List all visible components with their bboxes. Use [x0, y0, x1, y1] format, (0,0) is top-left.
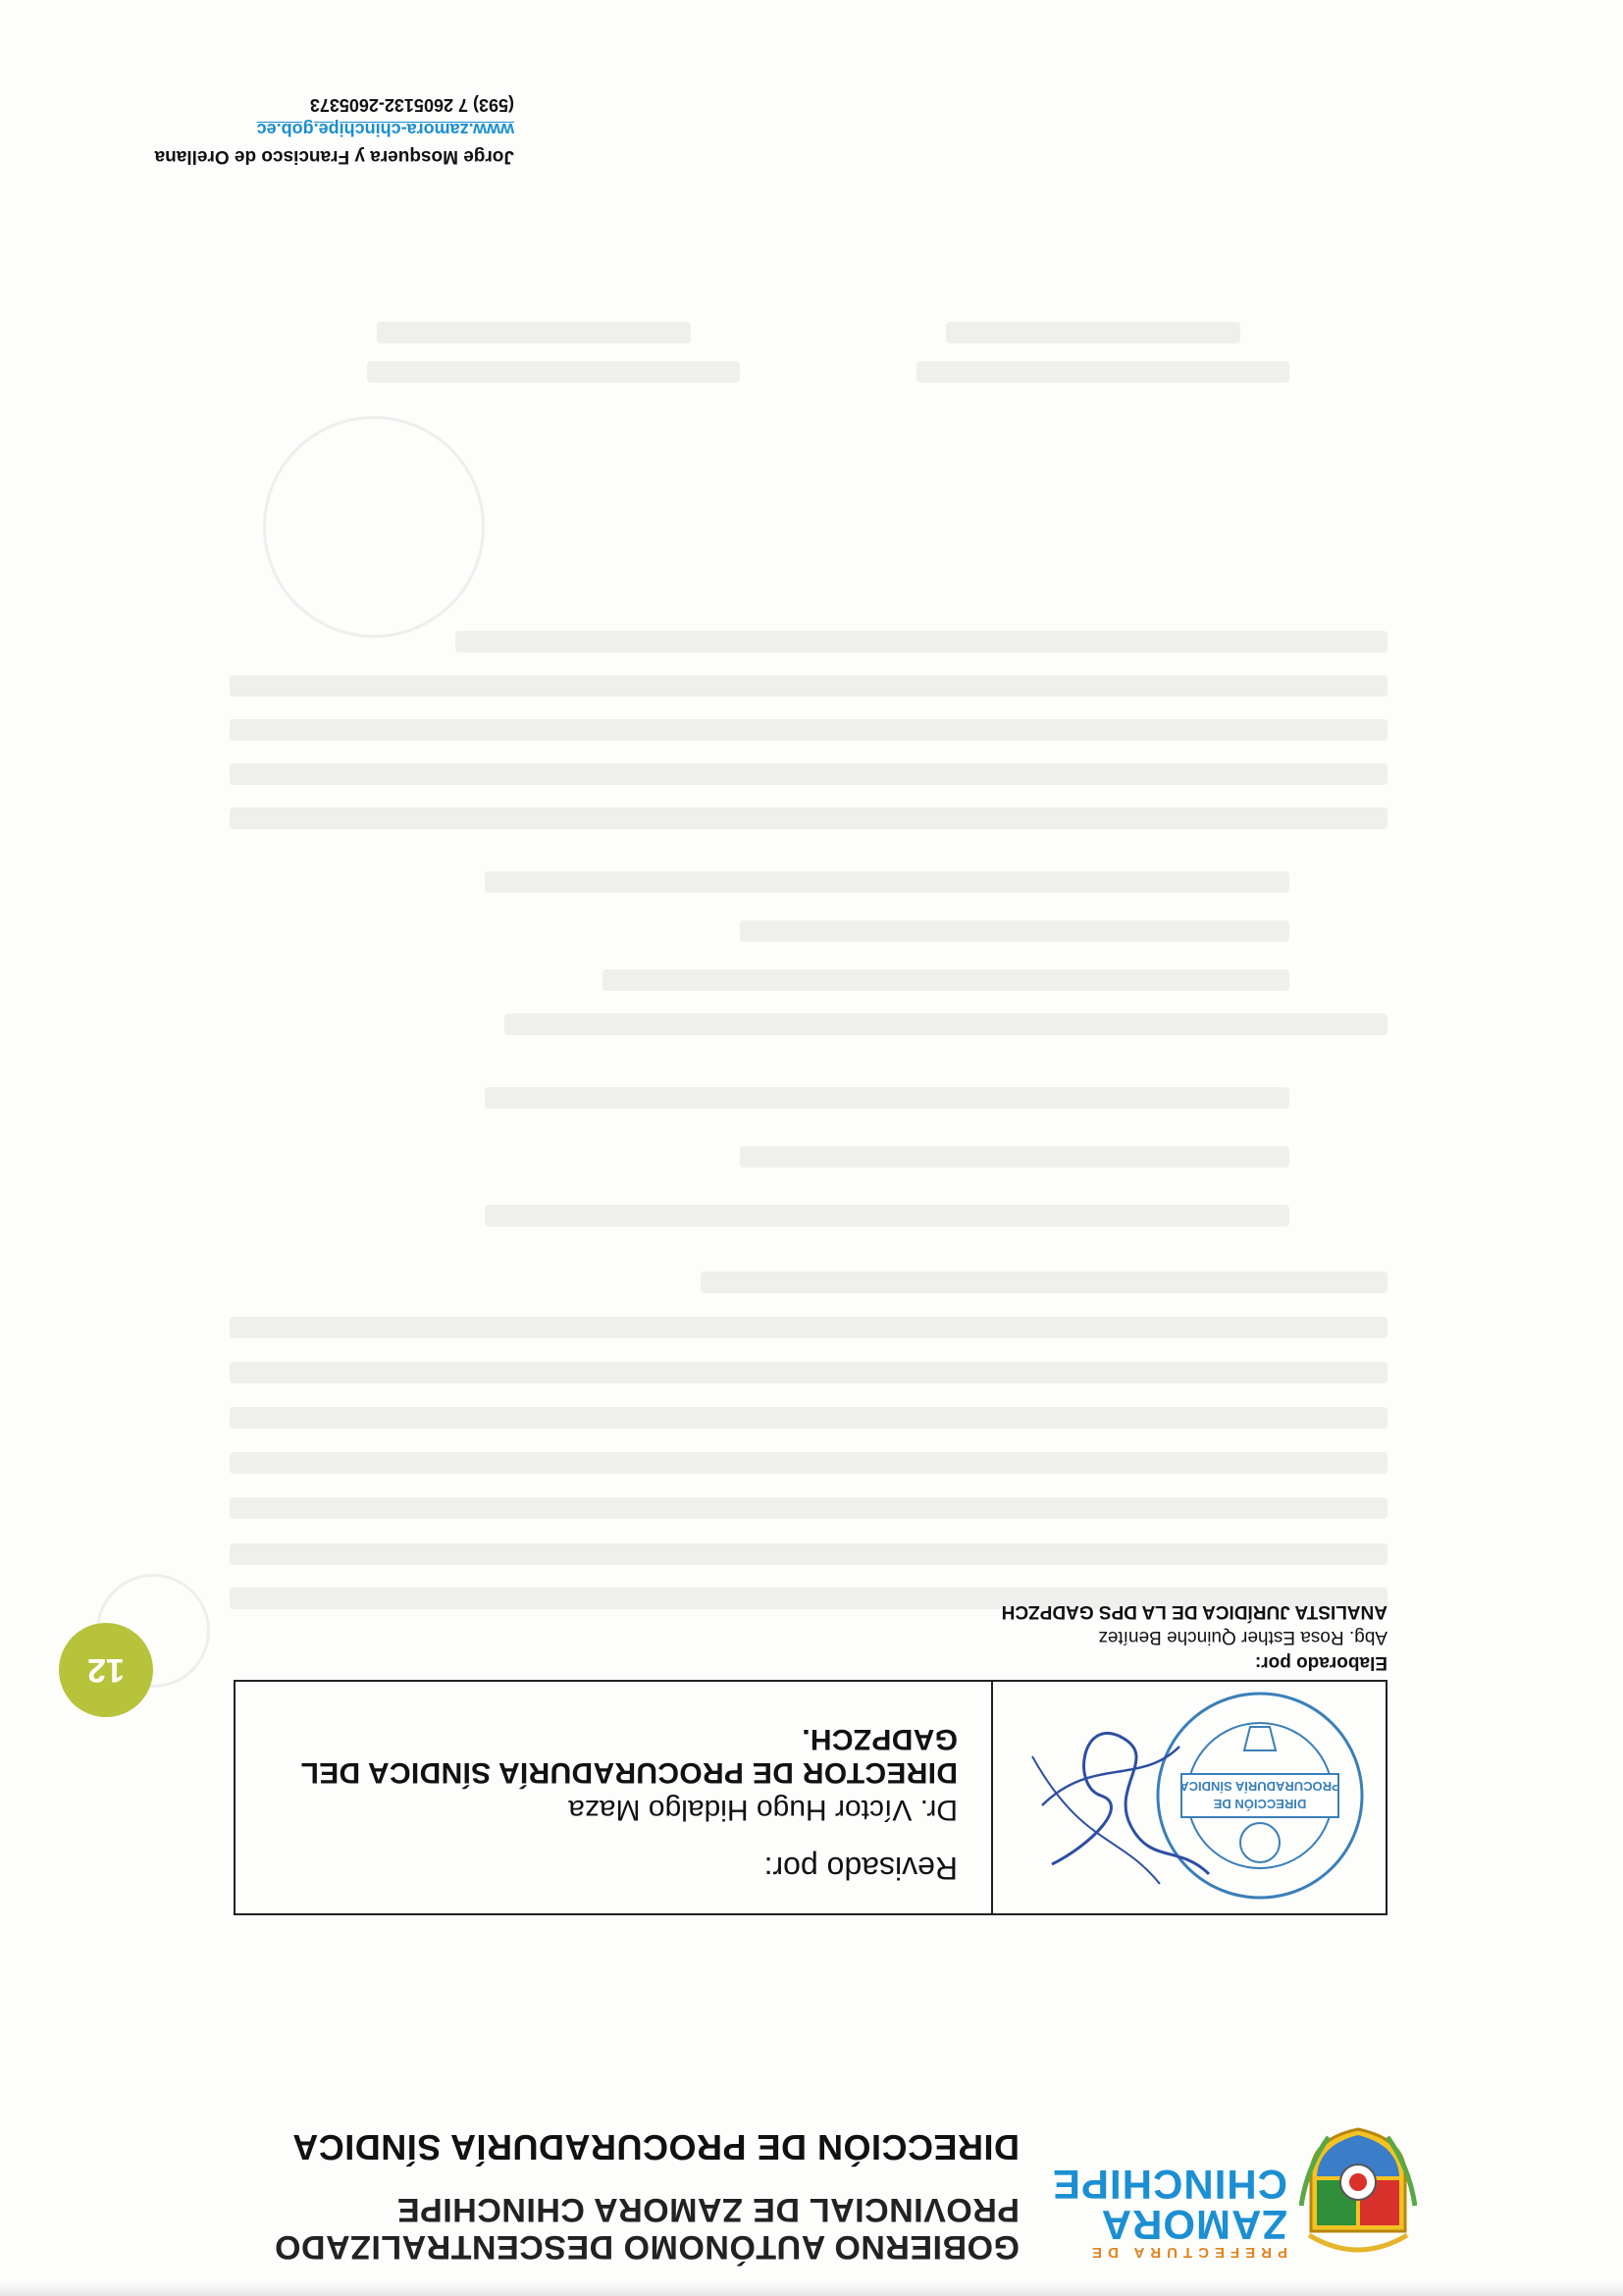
show-through-line: [946, 322, 1240, 343]
reviewer-title: DIRECTOR DE PROCURADURÍA SÍNDICA DEL GADPZCH.: [300, 1723, 958, 1789]
approval-table: [234, 1680, 1387, 1915]
show-through-line: [230, 808, 1387, 829]
show-through-seal: [263, 416, 485, 638]
show-through-line: [701, 1272, 1387, 1293]
show-through-line: [230, 1497, 1387, 1519]
svg-text:DIRECCIÓN DE: DIRECCIÓN DE: [1213, 1797, 1307, 1811]
show-through-line: [377, 322, 691, 343]
footer-website-link[interactable]: www.zamora-chinchipe.gob.ec: [256, 120, 514, 139]
show-through-line: [740, 920, 1289, 942]
show-through-line: [367, 361, 740, 383]
show-through-line: [485, 1205, 1289, 1226]
show-through-line: [455, 631, 1387, 652]
svg-text:PROCURADURÍA SÍNDICA: PROCURADURÍA SÍNDICA: [1179, 1779, 1340, 1794]
reviewer-cell: [236, 1682, 991, 1913]
reviewed-by-label: Revisado por:: [763, 1851, 958, 1886]
government-name-line1: GOBIERNO AUTÓNOMO DESCENTRALIZADO: [274, 2228, 1020, 2266]
show-through-line: [504, 1014, 1387, 1035]
brand-chinchipe: CHINCHIPE: [1051, 2162, 1287, 2208]
show-through-line: [602, 969, 1289, 991]
show-through-line: [230, 1362, 1387, 1383]
department-title: DIRECCIÓN DE PROCURADURÍA SÍNDICA: [291, 2127, 1020, 2167]
show-through-line: [485, 871, 1289, 893]
government-name-line2: PROVINCIAL DE ZAMORA CHINCHIPE: [396, 2191, 1020, 2228]
show-through-line: [230, 1452, 1387, 1474]
show-through-line: [230, 763, 1387, 785]
show-through-line: [230, 1407, 1387, 1429]
letterhead: [0, 2119, 1623, 2296]
stamp-signature-cell: [991, 1682, 1386, 1913]
preparer-title: ANALISTA JURÍDICA DE LA DPS GADPZCH: [1001, 1601, 1387, 1622]
page-number-badge: 12: [59, 1623, 153, 1717]
show-through-line: [230, 675, 1387, 697]
footer-phone: (593) 7 2605132-2605373: [309, 95, 514, 115]
prepared-by-block: [1002, 1600, 1387, 1673]
brand-zamora: ZAMORA: [1100, 2202, 1287, 2248]
prefectura-label: PREFECTURA DE: [1086, 2244, 1287, 2261]
show-through-line: [230, 1543, 1387, 1565]
handwritten-signature-icon: [1013, 1697, 1238, 1904]
show-through-line: [916, 361, 1289, 383]
footer-address: Jorge Mosquera y Francisco de Orellana: [154, 146, 514, 167]
show-through-line: [740, 1146, 1289, 1168]
show-through-line: [230, 1317, 1387, 1338]
prepared-by-label: Elaborado por:: [1254, 1652, 1387, 1673]
reviewer-name: Dr. Víctor Hugo Hidalgo Maza: [568, 1794, 958, 1826]
preparer-name: Abg. Rosa Esther Quinche Benítez: [1098, 1627, 1387, 1647]
provincial-coat-of-arms-icon: [1299, 2127, 1417, 2265]
show-through-line: [230, 719, 1387, 741]
show-through-line: [485, 1087, 1289, 1109]
footer: [122, 94, 514, 167]
